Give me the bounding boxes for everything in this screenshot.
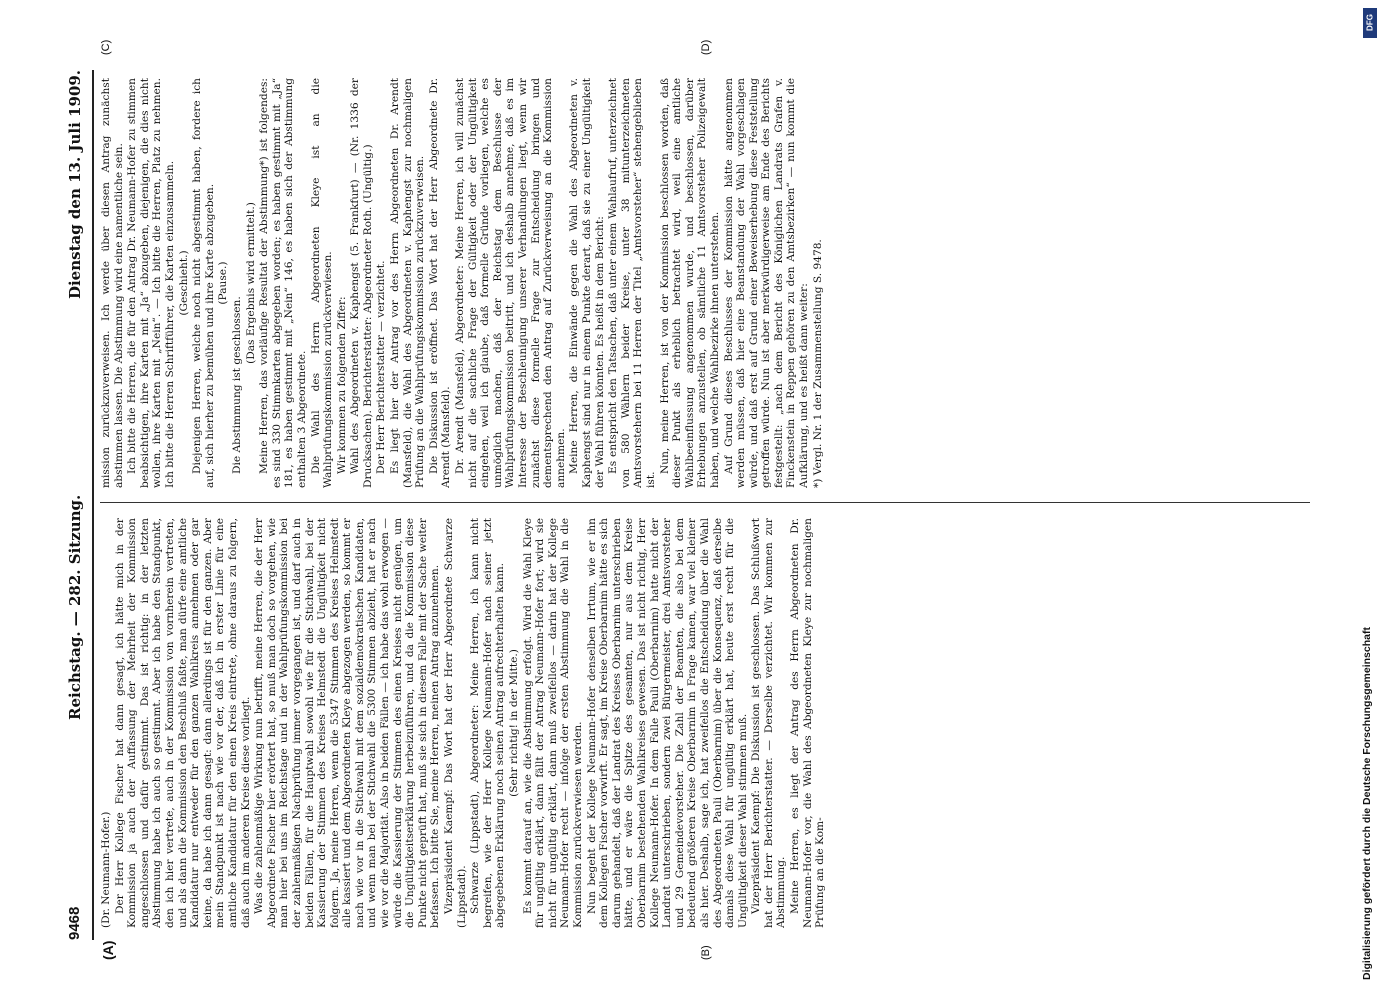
paragraph: mission zurückzuverweisen. Ich werde über diesen Antrag zunächst abstimmen lassen. Die Abstimmung wird eine namentliche sein.: [100, 78, 125, 488]
paragraph: Der Herr Kollege Fischer hat dann gesagt, ich hätte mich in der Kommission ja auch der Auffassung der Mehrheit der Kommission angeschlossen und dafür gestimmt. Das ist richtig: in der letzten Abstimmung habe ich auch so gestimmt. Aber ich habe den Standpunkt, den ich hier vertrete, auch in der Kommission von vornherein vertreten, und als dann die Kommission den Beschluß faßte, man dürfe eine amtliche Kandidatur nur entweder für den ganzen Wahlkreis annehmen oder gar keine, da habe ich dann gesagt: dann allerdings ist für den ganzen. Aber mein Standpunkt ist nach wie vor der, daß ich in erster Linie für eine amtliche Kandidatur für den einen Kreis eintrete, ohne daraus zu folgern, daß auch im anderen Kreise diese vorliegt.: [113, 518, 252, 928]
paragraph: Diejenigen Herren, welche noch nicht abgestimmt haben, fordere ich auf, sich hierher zu bemühen und ihre Karte abzugeben.: [191, 78, 216, 488]
margin-marker-a: (A): [100, 940, 116, 960]
paragraph: Meine Herren, das vorläufige Resultat der Abstimmung*) ist folgendes: es sind 330 Stimmkarten abgegeben worden; es haben gestimmt mit „Ja“ 181, es haben gestimmt mit „Nein“ 146, es haben sich der Abstimmung enthalten 3 Abgeordnete.: [258, 78, 308, 488]
paragraph: Die Abstimmung ist geschlossen.: [230, 296, 243, 474]
paragraph: (Geschieht.): [177, 250, 190, 316]
paragraph: Der Herr Berichterstatter — verzichtet.: [375, 260, 388, 474]
paragraph: (Pause.): [217, 261, 230, 305]
paragraph: Es liegt hier der Antrag vor des Herrn Abgeordneten Dr. Arendt (Mansfeld), die Wahl des Abgeordneten v. Kaphengst zur nochmaligen Prüfung an die Wahlprüfungskommission zurückzuverweisen.: [389, 78, 427, 488]
margin-marker-b: (B): [700, 945, 712, 960]
paragraph: Ich bitte die Herren, die für den Antrag Dr. Neumann-Hofer zu stimmen beabsichtigen, ihre Karten mit „Ja“ abzugeben, diejenigen, die dies nicht wollen, ihre Karten mit „Nein“. — Ich bitte die Herren, Platz zu nehmen. Ich bitte die Herren Schriftführer, die Karten einzusammeln.: [126, 78, 176, 488]
dfg-logo: [1363, 8, 1377, 38]
paragraph: Auf Grund dieses Beschlusses der Kommission hätte angenommen werden müssen, daß hier eine Beanstandung der Wahl vorgeschlagen würde, und daß erst auf Grund einer Beweiserhebung diese Feststellung getroffen würde. Nun ist aber merkwürdigerweise am Ende des Berichts festgestellt: „nach dem Bericht des Königlichen Landrats Grafen v. Finckenstein in Reppen gehören zu den Amtsbezirken“ — nun kommt die Aufklärung, und es heißt dann weiter:: [722, 78, 811, 488]
paragraph: Meine Herren, es liegt der Antrag des Herrn Abgeordneten Dr. Neumann-Hofer vor, die Wahl des Abgeordneten Kleye zur nochmaligen Prüfung an die Kom-: [789, 518, 827, 928]
paragraph: Meine Herren, die Einwände gegen die Wahl des Abgeordneten v. Kaphengst sind nur in einem Punkte derart, daß sie zu einer Ungültigkeit der Wahl führen könnten. Es heißt in dem Bericht:: [568, 78, 606, 488]
paragraph: Es entspricht den Tatsachen, daß unter einem Wahlaufruf, unterzeichnet von 580 Wählern beider Kreise, unter 38 mitunterzeichneten Amtsvorstehern bei 11 Herren der Titel „Amtsvorsteher“ stehengeblieben ist.: [607, 78, 657, 488]
paragraph: Vizepräsident Kaempf: Das Wort hat der Herr Abgeordnete Schwarze (Lippstadt).: [443, 518, 468, 928]
header-left-title: Reichstag. — 282. Sitzung.: [66, 494, 84, 720]
paragraph: *) Vergl. Nr. 1 der Zusammenstellung S. 9478.: [811, 239, 824, 488]
paragraph: Nun begeht der Kollege Neumann-Hofer denselben Irrtum, wie er ihn dem Kollegen Fischer vorwirft. Er sagt, im Kreise Oberbarnim hätte es sich darum gehandelt, daß der Landrat des Kreises Oberbarnim unterschrieben hätte, und er wäre die Spitze des gesamten, nur aus dem Kreise Oberbarnim bestehenden Wahlkreises gewesen. Das ist nicht richtig, Herr Kollege Neumann-Hofer. In dem Falle Pauli (Oberbarnim) hatte nicht der Landrat unterschrieben, sondern zwei Bürgermeister, drei Amtsvorsteher und 29 Gemeindevorsteher. Die Zahl der Beamten, die also bei dem bedeutend größeren Kreise Oberbarnim in Frage kamen, war viel kleiner als hier. Deshalb, sage ich, hat zweifellos die Entscheidung über die Wahl des Abgeordneten Pauli (Oberbarnim) über die Konsequenz, daß derselbe damals diese Wahl für ungültig erklärt hat, heute erst recht für die Ungültigkeit dieser Wahl stimmen muß.: [585, 518, 749, 928]
margin-marker-c: (C): [100, 39, 112, 55]
paragraph: Es kommt darauf an, wie die Abstimmung erfolgt. Wird die Wahl Kleye für ungültig erklärt, dann fällt der Antrag Neumann-Hofer fort; wird sie nicht für ungültig erklärt, dann muß zweifellos — darin hat der Kollege Neumann-Hofer recht — infolge der ersten Abstimmung die Wahl in die Kommission zurückverwiesen werden.: [521, 518, 584, 928]
digitization-credit: [1356, 20, 1378, 980]
column-divider: [100, 502, 1310, 503]
paragraph: Die Diskussion ist eröffnet. Das Wort hat der Herr Abgeordnete Dr. Arendt (Mansfeld).: [427, 78, 453, 488]
paragraph: Die Wahl des Herrn Abgeordneten Kleye ist an die Wahlprüfungskommission zurückverwiesen.: [309, 78, 335, 488]
margin-marker-d: (D): [700, 39, 712, 55]
page-number: 9468: [66, 906, 83, 940]
header-right-title: Dienstag den 13. Juli 1909.: [66, 70, 84, 300]
paragraph: Wahl des Abgeordneten v. Kaphengst (5. Frankfurt) — (Nr. 1336 der Drucksachen). Berichterstatter: Abgeordneter Roth. (Ungültig.): [349, 78, 374, 488]
credit-text: Digitalisierung gefördert durch die Deutsche Forschungsgemeinschaft: [1361, 627, 1373, 980]
paragraph: Was die zahlenmäßige Wirkung nun betrifft, meine Herren, die der Herr Abgeordnete Fischer hier erörtert hat, so muß man doch so vorgehen, wie man hier bei uns im Reichstage und in der Wahlprüfungskommission bei der zahlenmäßigen Nachprüfung immer vorgegangen ist, und darf auch in beiden Fällen, für die Hauptwahl sowohl wie für die Stichwahl, bei der Kassierung der Stimmen des Kreises Helmstedt die Ungültigkeit nicht folgern. Ja, meine Herren, wenn die 5347 Stimmen des Kreises Helmstedt alle kassiert und dem Abgeordneten Kleye abgezogen werden, so kommt er nach wie vor in die Stichwahl mit dem sozialdemokratischen Kandidaten, und wenn man bei der Stichwahl die 5300 Stimmen abzieht, hat er nach wie vor die Majorität. Also in beiden Fällen — ich habe das wohl erwogen — würde die Kassierung der Stimmen des einen Kreises nicht genügen, um die Ungültigkeitserklärung herbeizuführen, und da die Kommission diese Punkte nicht geprüft hat, muß sie sich in diesem Falle mit der Sache weiter befassen. Ich bitte Sie, meine Herren, meinen Antrag anzunehmen.: [253, 518, 442, 928]
paragraph: Wir kommen zu folgenden Ziffer:: [335, 296, 348, 474]
paragraph: (Dr. Neumann-Hofer.): [100, 811, 112, 928]
paragraph: Schwarze (Lippstadt), Abgeordneter: Meine Herren, ich kann nicht begreifen, wie der Herr Kollege Neumann-Hofer nach seiner jetzt abgegebenen Erklärung noch seinen Antrag aufrechterhalten kann.: [469, 518, 507, 928]
left-column: [100, 518, 1310, 928]
paragraph: Nun, meine Herren, ist von der Kommission beschlossen worden, daß dieser Punkt als erheblich betrachtet wird, weil eine amtliche Wahlbeeinflussung angenommen wurde, und beschlossen, darüber Erhebungen anzustellen, ob sämtliche 11 Amtsvorsteher Polizeigewalt haben, und welche Wahlbezirke ihnen unterstehen.: [658, 78, 721, 488]
page-header: [60, 70, 90, 940]
header-rule: [92, 70, 94, 940]
paragraph: (Das Ergebnis wird ermittelt.): [244, 202, 257, 364]
paragraph: Vizepräsident Kaempf: Die Diskussion ist geschlossen. Das Schlußwort hat der Herr Berichterstatter. — Derselbe verzichtet. Wir kommen zur Abstimmung.: [750, 518, 788, 928]
paragraph: Dr. Arendt (Mansfeld), Abgeordneter: Meine Herren, ich will zunächst nicht auf die sachliche Frage der Gültigkeit oder der Ungültigkeit eingehen, weil ich glaube, daß formelle Gründe vorliegen, welche es unmöglich machen, daß der Reichstag dem Beschlusse der Wahlprüfungskommission beitritt, und ich deshalb annehme, daß es im Interesse der Beschleunigung unserer Verhandlungen liegt, wenn wir zunächst diese formelle Frage zur Entscheidung bringen und dementsprechend den Antrag auf Zurückverweisung an die Kommission annehmen.: [454, 78, 567, 488]
paragraph: (Sehr richtig! in der Mitte.): [508, 649, 520, 797]
dfg-logo-text: DFG: [1365, 14, 1375, 31]
right-column: [100, 78, 1310, 488]
